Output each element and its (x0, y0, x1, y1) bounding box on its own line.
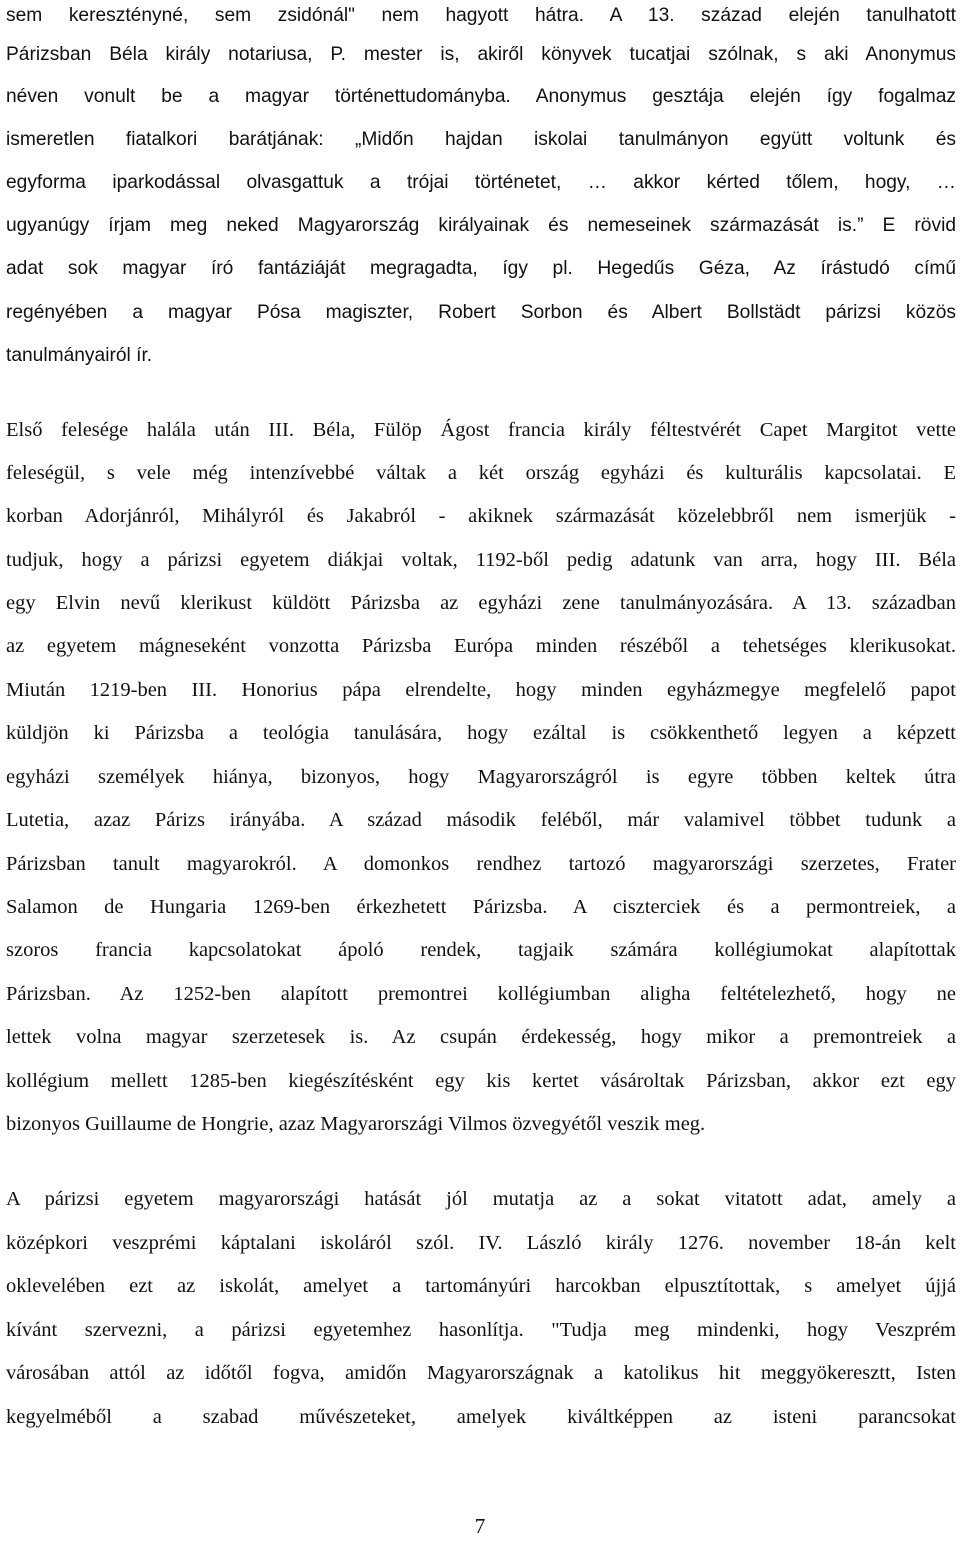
text-line: szoros francia kapcsolatokat ápoló rendek, tagjaik számára kollégiumokat alapítottak (6, 939, 956, 961)
text-line: feleségül, s vele még intenzívebbé váltak a két ország egyházi és kulturális kapcsolatai. E (6, 462, 956, 484)
text-line: Párizsban. Az 1252-ben alapított premontrei kollégiumban aligha feltételezhető, hogy ne (6, 983, 956, 1005)
text-line: egyforma iparkodással olvasgattuk a trójai történetet, … akkor kérted tőlem, hogy, … (6, 172, 956, 193)
text-line: kollégium mellett 1285-ben kiegészítésként egy kis kertet vásároltak Párizsban, akkor ezt egy (6, 1070, 956, 1092)
text-line: tanulmányairól ír. (6, 345, 153, 366)
text-line: regényében a magyar Pósa magiszter, Robert Sorbon és Albert Bollstädt párizsi közös (6, 302, 956, 323)
text-line: városában attól az időtől fogva, amidőn Magyarországnak a katolikus hit meggyökeresztt, Isten (6, 1362, 956, 1384)
text-line: lettek volna magyar szerzetesek is. Az csupán érdekesség, hogy mikor a premontreiek a (6, 1026, 956, 1048)
text-line: küldjön ki Párizsba a teológia tanulására, hogy ezáltal is csökkenthető legyen a képzett (6, 722, 956, 744)
text-line: Lutetia, azaz Párizs irányába. A század második feléből, már valamivel többet tudunk a (6, 809, 956, 831)
text-line: Első felesége halála után III. Béla, Fülöp Ágost francia király féltestvérét Capet Margitot vette (6, 419, 956, 441)
text-line: ismeretlen fiatalkori barátjának: „Midőn hajdan iskolai tanulmányon együtt voltunk és (6, 129, 956, 150)
text-line: egy Elvin nevű klerikust küldött Párizsba az egyházi zene tanulmányozására. A 13. században (6, 592, 956, 614)
text-line: néven vonult be a magyar történettudományba. Anonymus gesztája elején így fogalmaz (6, 86, 956, 107)
text-line: tudjuk, hogy a párizsi egyetem diákjai voltak, 1192-ből pedig adatunk van arra, hogy III. Béla (6, 549, 956, 571)
text-line: kívánt szervezni, a párizsi egyetemhez hasonlítja. "Tudja meg mindenki, hogy Veszprém (6, 1319, 956, 1341)
text-line: egyházi személyek hiánya, bizonyos, hogy Magyarországról is egyre többen keltek útra (6, 766, 956, 788)
text-line: középkori veszprémi káptalani iskoláról szól. IV. László király 1276. november 18-án kelt (6, 1232, 956, 1254)
text-line: kegyelméből a szabad művészeteket, amelyek kiváltképpen az isteni parancsokat (6, 1406, 956, 1428)
text-line: az egyetem mágneseként vonzotta Párizsba Európa minden részéből a tehetséges klerikusokat. (6, 635, 956, 657)
text-line: Miután 1219-ben III. Honorius pápa elrendelte, hogy minden egyházmegye megfelelő papot (6, 679, 956, 701)
text-line: A párizsi egyetem magyarországi hatását jól mutatja az a sokat vitatott adat, amely a (6, 1188, 956, 1210)
text-line: Párizsban tanult magyarokról. A domonkos rendhez tartozó magyarországi szerzetes, Frater (6, 853, 956, 875)
text-line: sem keresztényné, sem zsidónál" nem hagyott hátra. A 13. század elején tanulhatott (6, 5, 956, 26)
text-line: oklevelében ezt az iskolát, amelyet a tartományúri harcokban elpusztítottak, s amelyet újjá (6, 1275, 956, 1297)
text-line: bizonyos Guillaume de Hongrie, azaz Magyarországi Vilmos özvegyétől veszik meg. (6, 1113, 706, 1135)
text-line: ugyanúgy írjam meg neked Magyarország királyainak és nemeseinek származását is.” E rövid (6, 215, 956, 236)
text-line: adat sok magyar író fantáziáját megragadta, így pl. Hegedűs Géza, Az írástudó című (6, 258, 956, 279)
text-line: Párizsban Béla király notariusa, P. mester is, akiről könyvek tucatjai szólnak, s aki Anonymus (6, 44, 956, 65)
text-line: Salamon de Hungaria 1269-ben érkezhetett Párizsba. A ciszterciek és a permontreiek, a (6, 896, 956, 918)
text-line: korban Adorjánról, Mihályról és Jakabról - akiknek származását közelebbről nem ismerjük - (6, 505, 956, 527)
page-number: 7 (474, 1514, 486, 1538)
